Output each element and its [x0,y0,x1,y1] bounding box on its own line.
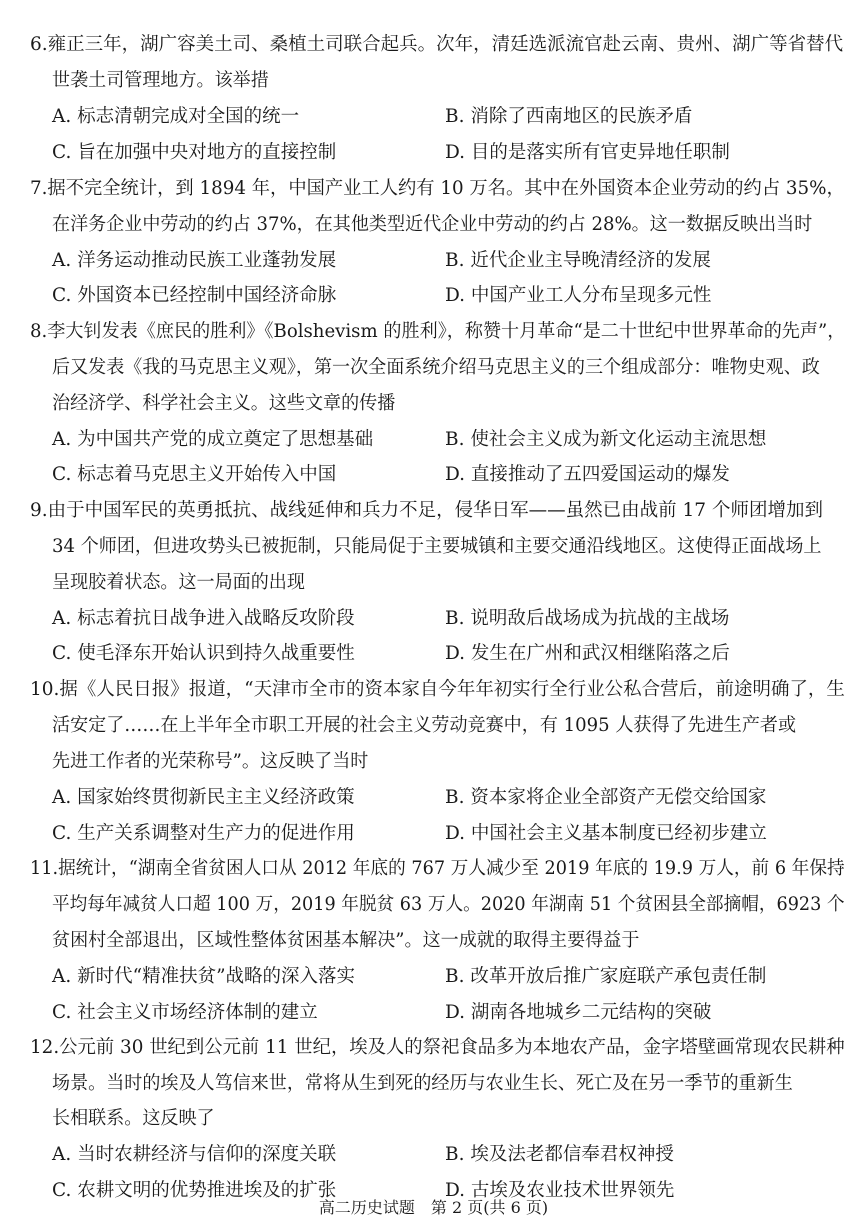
question-8-option-c: C. 标志着马克思主义开始传入中国 [52,464,337,485]
question-9-option-d: D. 发生在广州和武汉相继陷落之后 [445,643,730,664]
question-6-option-d: D. 目的是落实所有官吏异地任职制 [445,142,730,163]
question-8-stem-line-3: 治经济学、科学社会主义。这些文章的传播 [52,393,396,414]
question-7-stem-line-1: 7.据不完全统计，到 1894 年，中国产业工人约有 10 万名。其中在外国资本企业劳动的约占 35%， [30,178,845,199]
question-12-option-a: A. 当时农耕经济与信仰的深度关联 [52,1144,337,1165]
question-6-option-a: A. 标志清朝完成对全国的统一 [52,106,300,127]
question-10-option-c: C. 生产关系调整对生产力的促进作用 [52,823,355,844]
question-11-option-c: C. 社会主义市场经济体制的建立 [52,1002,318,1023]
question-10-stem-line-1: 10.据《人民日报》报道，“天津市全市的资本家自今年年初实行全行业公私合营后，前途明确了，生 [30,679,845,700]
page-footer: 高二历史试题 第 2 页(共 6 页) [318,1198,549,1217]
question-12-stem-line-2: 场景。当时的埃及人笃信来世，常将从生到死的经历与农业生长、死亡及在另一季节的重新生 [52,1073,793,1094]
question-6-option-b: B. 消除了西南地区的民族矛盾 [445,106,693,127]
question-11-option-b: B. 改革开放后推广家庭联产承包责任制 [445,966,767,987]
question-7-option-c: C. 外国资本已经控制中国经济命脉 [52,285,337,306]
question-7-stem-line-2: 在洋务企业中劳动的约占 37%，在其他类型近代企业中劳动的约占 28%。这一数据反映出当时 [52,214,813,235]
question-12-option-c: C. 农耕文明的优势推进埃及的扩张 [52,1180,337,1201]
question-6-option-c: C. 旨在加强中央对地方的直接控制 [52,142,337,163]
question-8-stem-line-2: 后又发表《我的马克思主义观》，第一次全面系统介绍马克思主义的三个组成部分：唯物史观、政 [52,357,820,378]
question-11-option-d: D. 湖南各地城乡二元结构的突破 [445,1002,712,1023]
question-11-stem-line-3: 贫困村全部退出，区域性整体贫困基本解决”。这一成就的取得主要得益于 [52,930,640,951]
question-9-option-a: A. 标志着抗日战争进入战略反攻阶段 [52,608,355,629]
question-8-stem-line-1: 8.李大钊发表《庶民的胜利》《Bolshevism 的胜利》，称赞十月革命“是二十世纪中世界革命的先声”， [30,321,846,342]
question-9-stem-line-2: 34 个师团，但进攻势头已被扼制，只能局促于主要城镇和主要交通沿线地区。这使得正面战场上 [52,536,822,557]
question-7-option-a: A. 洋务运动推动民族工业蓬勃发展 [52,250,337,271]
question-12-option-d: D. 古埃及农业技术世界领先 [445,1180,675,1201]
question-10-stem-line-2: 活安定了……在上半年全市职工开展的社会主义劳动竞赛中，有 1095 人获得了先进生产者或 [52,715,797,736]
question-9-option-b: B. 说明敌后战场成为抗战的主战场 [445,608,730,629]
question-9-stem-line-3: 呈现胶着状态。这一局面的出现 [52,572,305,593]
question-7-option-d: D. 中国产业工人分布呈现多元性 [445,285,712,306]
question-12-stem-line-1: 12.公元前 30 世纪到公元前 11 世纪，埃及人的祭祀食品多为本地农产品，金字塔壁画常现农民耕种 [30,1037,845,1058]
question-8-option-a: A. 为中国共产党的成立奠定了思想基础 [52,429,374,450]
question-10-option-d: D. 中国社会主义基本制度已经初步建立 [445,823,767,844]
question-12-stem-line-3: 长相联系。这反映了 [52,1108,215,1129]
question-8-option-d: D. 直接推动了五四爱国运动的爆发 [445,464,730,485]
question-11-stem-line-1: 11.据统计，“湖南全省贫困人口从 2012 年底的 767 万人减少至 2019 年底的 19.9 万人，前 6 年保持 [30,858,845,879]
question-10-option-b: B. 资本家将企业全部资产无偿交给国家 [445,787,767,808]
question-9-option-c: C. 使毛泽东开始认识到持久战重要性 [52,643,355,664]
question-10-stem-line-3: 先进工作者的光荣称号”。这反映了当时 [52,751,369,772]
question-12-option-b: B. 埃及法老都信奉君权神授 [445,1144,674,1165]
question-6-stem-line-2: 世袭土司管理地方。该举措 [52,70,269,91]
question-11-option-a: A. 新时代“精准扶贫”战略的深入落实 [52,966,356,987]
question-11-stem-line-2: 平均每年减贫人口超 100 万，2019 年脱贫 63 万人。2020 年湖南 51 个贫困县全部摘帽，6923 个 [52,894,845,915]
question-10-option-a: A. 国家始终贯彻新民主主义经济政策 [52,787,355,808]
question-7-option-b: B. 近代企业主导晚清经济的发展 [445,250,711,271]
question-9-stem-line-1: 9.由于中国军民的英勇抵抗、战线延伸和兵力不足，侵华日军——虽然已由战前 17 个师团增加到 [30,500,823,521]
question-6-stem-line-1: 6.雍正三年，湖广容美土司、桑植土司联合起兵。次年，清廷选派流官赴云南、贵州、湖广等省替代 [30,34,844,55]
question-8-option-b: B. 使社会主义成为新文化运动主流思想 [445,429,767,450]
